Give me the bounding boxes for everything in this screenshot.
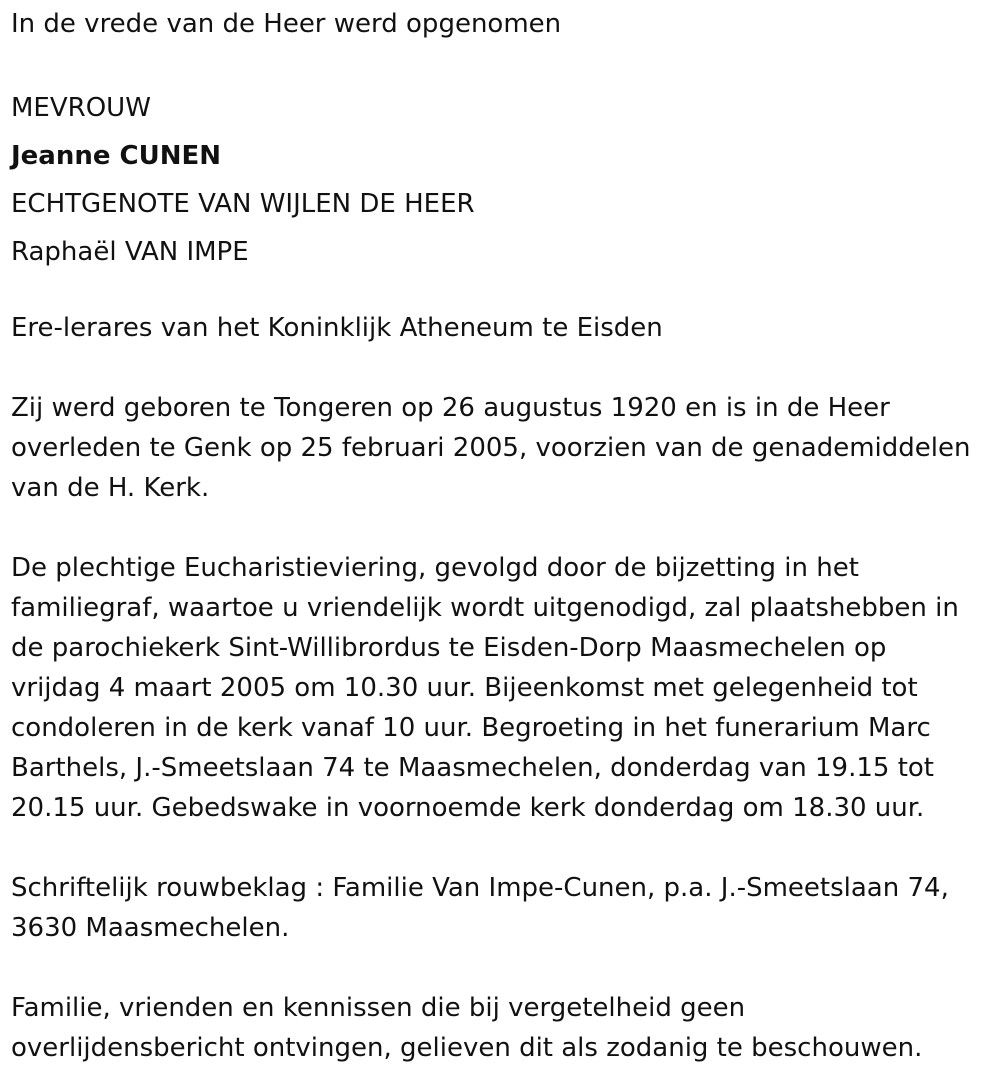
paragraph-line: Schriftelijk rouwbeklag : Familie Van Impe-Cunen, p.a. J.-Smeetslaan 74, <box>11 873 949 903</box>
birth-death-paragraph <box>11 388 991 508</box>
obituary-notice <box>11 4 991 1068</box>
ceremony-paragraph <box>11 548 991 828</box>
intro-text: In de vrede van de Heer werd opgenomen <box>11 9 562 39</box>
deceased-header <box>11 84 991 276</box>
relation-line: ECHTGENOTE VAN WIJLEN DE HEER <box>11 189 475 219</box>
paragraph-line: 20.15 uur. Gebedswake in voornoemde kerk donderdag om 18.30 uur. <box>11 793 925 823</box>
closing-paragraph <box>11 988 991 1068</box>
paragraph-line: condoleren in de kerk vanaf 10 uur. Begroeting in het funerarium Marc <box>11 713 931 743</box>
paragraph-line: 3630 Maasmechelen. <box>11 913 290 943</box>
title-line: MEVROUW <box>11 93 151 123</box>
paragraph-line: Familie, vrienden en kennissen die bij vergetelheid geen <box>11 993 746 1023</box>
paragraph-line: vrijdag 4 maart 2005 om 10.30 uur. Bijeenkomst met gelegenheid tot <box>11 673 918 703</box>
paragraph-line: familiegraf, waartoe u vriendelijk wordt uitgenodigd, zal plaatshebben in <box>11 593 959 623</box>
condolence-paragraph <box>11 868 991 948</box>
deceased-name: Jeanne CUNEN <box>11 141 222 171</box>
paragraph-line: De plechtige Eucharistieviering, gevolgd door de bijzetting in het <box>11 553 859 583</box>
occupation-text: Ere-lerares van het Koninklijk Atheneum te Eisden <box>11 313 663 343</box>
paragraph-line: overlijdensbericht ontvingen, gelieven dit als zodanig te beschouwen. <box>11 1033 923 1063</box>
paragraph-line: Zij werd geboren te Tongeren op 26 augustus 1920 en is in de Heer <box>11 393 890 423</box>
paragraph-line: Barthels, J.-Smeetslaan 74 te Maasmechelen, donderdag van 19.15 tot <box>11 753 934 783</box>
spouse-name: Raphaël VAN IMPE <box>11 237 249 267</box>
paragraph-line: van de H. Kerk. <box>11 473 210 503</box>
paragraph-line: overleden te Genk op 25 februari 2005, voorzien van de genademiddelen <box>11 433 971 463</box>
paragraph-line: de parochiekerk Sint-Willibrordus te Eisden-Dorp Maasmechelen op <box>11 633 887 663</box>
